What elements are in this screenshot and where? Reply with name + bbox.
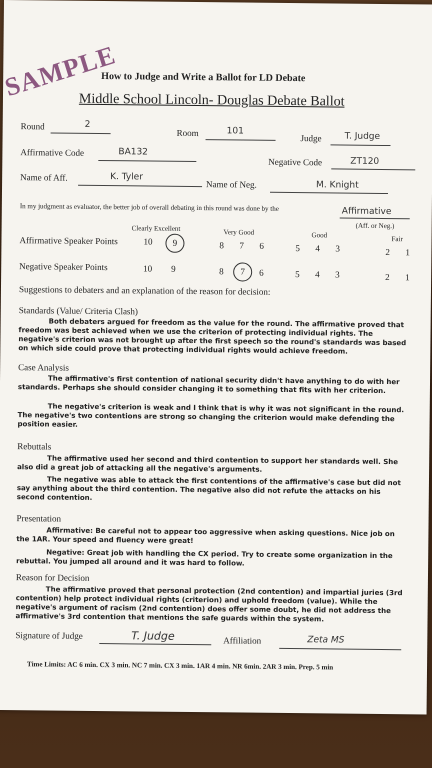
page-header: How to Judge and Write a Ballot for LD Debate xyxy=(101,71,306,85)
aff-points-10: 10 xyxy=(143,236,153,247)
neg-points-label: Negative Speaker Points xyxy=(19,261,108,273)
presentation-heading: Presentation xyxy=(16,513,62,524)
signature-label: Signature of Judge xyxy=(15,630,83,641)
decision-heading: Reason for Decision xyxy=(15,572,90,583)
presentation-neg-text: Negative: Great job with handling the CX period. Try to create some organization in the rebuttal. You jumped all around and it was hard to follow. xyxy=(16,548,393,568)
aff-points-3: 3 xyxy=(335,243,340,254)
scale-label-excellent: Clearly Excellent xyxy=(131,224,181,233)
rebuttals-text-1: The affirmative used her second and third contention to support her standards well. She also did a great job of attacking all the negative's arguments. xyxy=(17,454,399,474)
signature-line xyxy=(99,643,211,645)
judgment-statement: In my judgment as evaluator, the better job of overall debating in this round was done by the xyxy=(19,202,279,213)
sample-stamp: SAMPLE xyxy=(1,40,120,103)
aff-points-4: 4 xyxy=(315,243,320,254)
standards-text: Both debaters argued for freedom as the value for the round. The affirmative proved that freedom was best achieved when we use the criterion of protecting individual rights. The negative's criterion was not brought up after the first speech so the round's standards was based on which side could prove that protecting individual rights would achieve freedom. xyxy=(18,317,407,356)
suggestions-label: Suggestions to debaters and an explanation of the reason for decision: xyxy=(18,284,271,297)
aff-points-1: 1 xyxy=(405,247,410,258)
affiliation-line xyxy=(279,648,401,650)
judge-label: Judge xyxy=(300,133,322,144)
judge-signature: T. Judge xyxy=(131,629,175,643)
neg-name-label: Name of Neg. xyxy=(206,179,257,190)
rebuttals-heading: Rebuttals xyxy=(17,441,52,452)
aff-code-label: Affirmative Code xyxy=(20,147,85,158)
scale-label-fair: Fair xyxy=(391,235,403,244)
round-line xyxy=(51,132,111,134)
ballot-title: Middle School Lincoln- Douglas Debate Ballot xyxy=(78,91,345,110)
presentation-aff-text: Affirmative: Be careful not to appear too aggressive when asking questions. Nice job on the 1AR. Your speed and fluency were great! xyxy=(16,526,395,546)
case-analysis-heading: Case Analysis xyxy=(18,362,69,373)
rebuttals-text-2: The negative was able to attack the first contentions of the affirmative's case but did not say anything about the third contention. The negative also did not refute the attacks on his second contention. xyxy=(16,475,401,502)
room-label: Room xyxy=(176,127,199,139)
neg-points-1: 1 xyxy=(405,272,410,283)
aff-points-9-selected: 9 xyxy=(165,234,184,253)
judge-value: T. Judge xyxy=(344,131,381,142)
room-value: 101 xyxy=(226,126,244,137)
winner-value: Affirmative xyxy=(341,206,392,218)
aff-points-5: 5 xyxy=(295,243,300,254)
time-limits: Time Limits: AC 6 min. CX 3 min. NC 7 min. CX 3 min. 1AR 4 min. NR 6min. 2AR 3 min. Prep. 5 min xyxy=(27,660,334,672)
aff-name-label: Name of Aff. xyxy=(20,172,68,183)
scale-label-very-good: Very Good xyxy=(223,228,255,237)
winner-note: (Aff. or Neg.) xyxy=(355,221,395,231)
neg-points-2: 2 xyxy=(385,272,390,283)
judge-line xyxy=(330,144,390,146)
aff-points-2: 2 xyxy=(385,247,390,258)
scale-label-good: Good xyxy=(311,231,328,240)
round-value: 2 xyxy=(84,119,91,130)
neg-points-4: 4 xyxy=(315,269,320,280)
neg-points-6: 6 xyxy=(259,267,264,278)
neg-points-10: 10 xyxy=(143,263,153,274)
neg-points-9: 9 xyxy=(171,263,176,274)
aff-points-label: Affirmative Speaker Points xyxy=(19,235,118,247)
neg-code-line xyxy=(331,168,415,170)
case-analysis-text-1: The affirmative's first contention of national security didn't have anything to do with her standards. Perhaps she should consider changing it to something that fits with her criterion. xyxy=(17,374,400,396)
neg-points-8: 8 xyxy=(219,266,224,277)
decision-text: The affirmative proved that personal protection (2nd contention) and impartial juries (3rd contention) help protect individual rights (criterion) and uphold freedom (value). While the negative's argument of racism (2nd contention) does offer some doubt, he did not address the affirmative's 3rd contention that mentions the safe guards within the system. xyxy=(15,585,403,624)
winner-line xyxy=(340,218,410,220)
room-line xyxy=(206,139,276,141)
affiliation-label: Affiliation xyxy=(223,635,262,646)
neg-code-label: Negative Code xyxy=(268,156,323,168)
neg-points-3: 3 xyxy=(335,269,340,280)
standards-heading: Standards (Value/ Criteria Clash) xyxy=(18,305,139,317)
aff-code-value: BA132 xyxy=(118,147,148,158)
round-label: Round xyxy=(20,121,45,132)
aff-points-8: 8 xyxy=(219,240,224,251)
affiliation-value: Zeta MS xyxy=(307,635,345,646)
aff-points-6: 6 xyxy=(259,240,264,251)
neg-points-7-selected: 7 xyxy=(233,262,252,281)
neg-code-value: ZT120 xyxy=(350,156,380,167)
aff-points-7: 7 xyxy=(239,240,244,251)
aff-code-line xyxy=(98,160,196,162)
neg-name-value: M. Knight xyxy=(316,180,359,191)
aff-name-line xyxy=(78,185,202,187)
case-analysis-text-2: The negative's criterion is weak and I think that is why it was not significant in the round. The negative's two contentions are strong so changing the criterion would make defending the position easier. xyxy=(17,402,405,429)
neg-name-line xyxy=(270,192,388,194)
aff-name-value: K. Tyler xyxy=(110,172,143,183)
neg-points-5: 5 xyxy=(295,269,300,280)
